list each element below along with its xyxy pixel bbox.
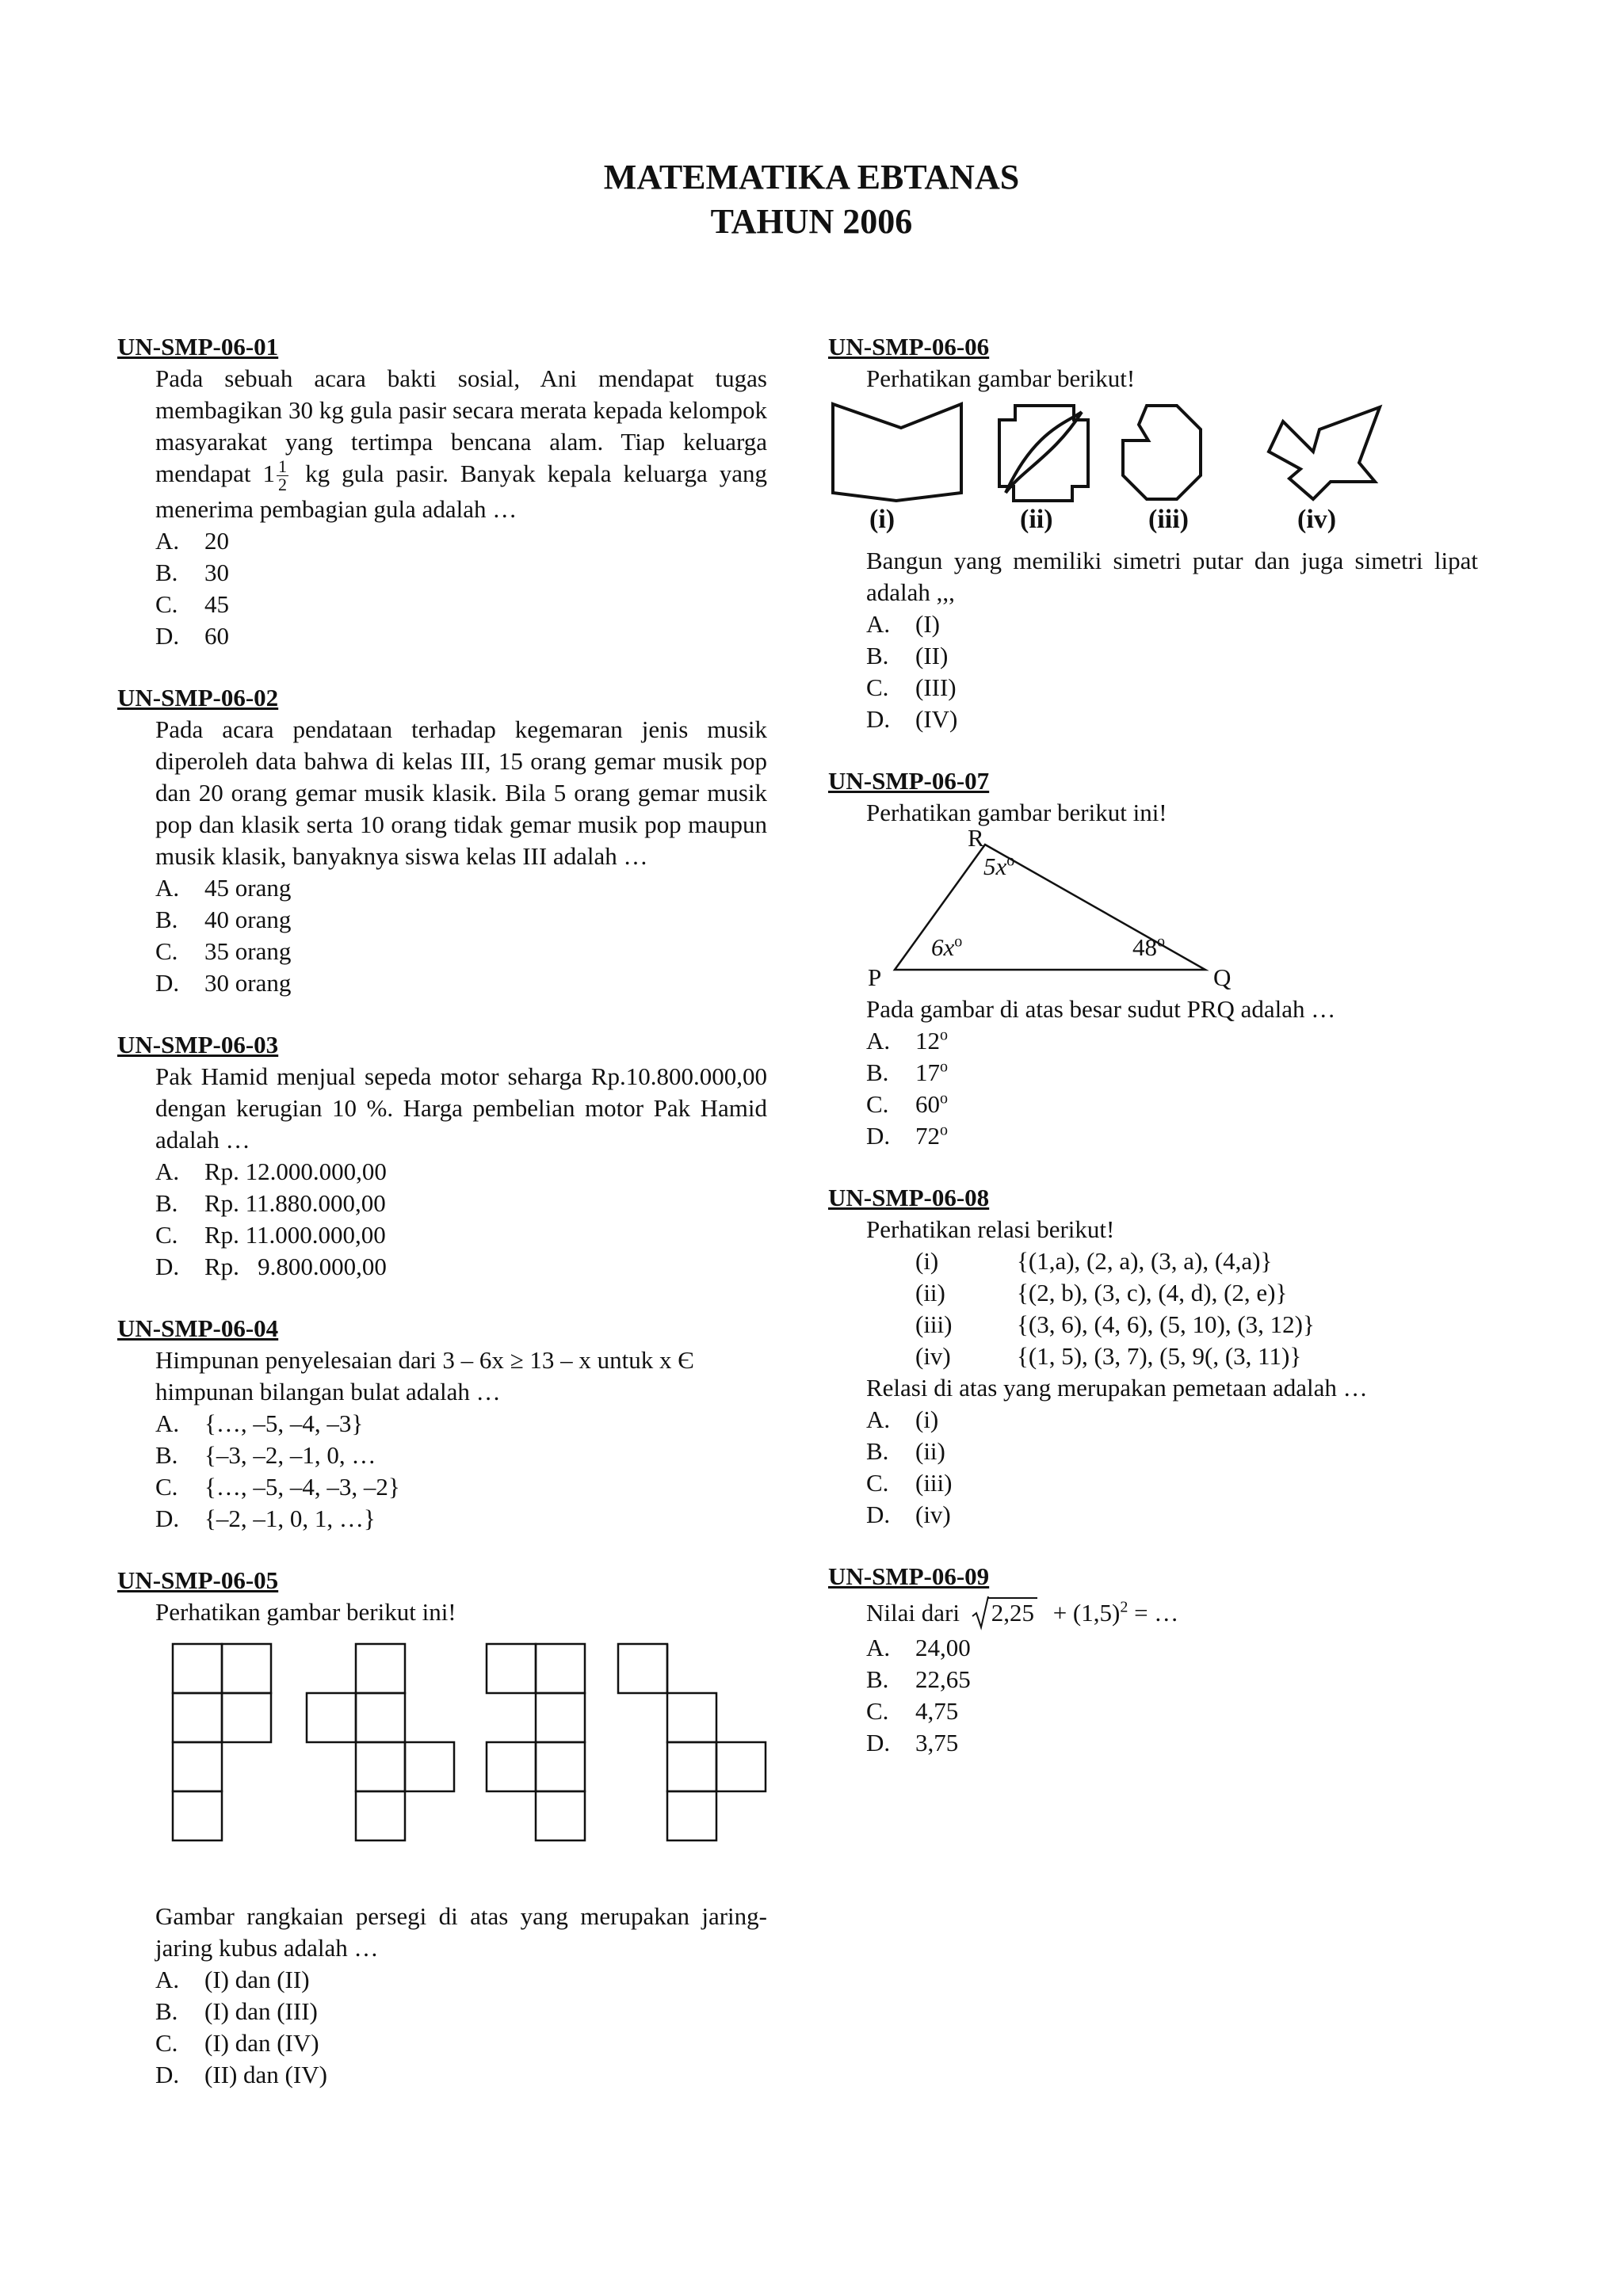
option-letter: C. [866,1090,889,1118]
shape-label-iv: (iv) [1297,505,1337,534]
shape-label-i: (i) [869,505,896,534]
option-letter: B. [155,1189,178,1218]
question-text-suffix: + (1,5) [1052,1599,1121,1627]
relation-number: (iv) [915,1342,951,1370]
option-b[interactable] [866,1664,1478,1695]
degree-sign: o [940,1058,948,1076]
question-2 [117,682,767,999]
question-id: UN-SMP-06-08 [828,1184,990,1211]
option-text [915,1057,948,1089]
question-intro: Perhatikan gambar berikut ini! [866,799,1167,826]
question-6 [828,331,1478,735]
option-value: 72 [915,1122,940,1150]
option-letter: D. [155,622,180,650]
cube-net-1 [173,1644,271,1840]
triangle-figure [828,824,1478,994]
option-letter: D. [155,969,180,997]
option-b[interactable] [155,1996,767,2027]
cube-net-4 [618,1644,766,1840]
option-b[interactable] [866,1057,1478,1089]
option-text: (i) [915,1405,939,1433]
option-c[interactable] [155,936,767,967]
option-a[interactable] [155,1156,767,1188]
option-letter: A. [155,1158,180,1186]
option-text: 45 [204,590,229,619]
option-letter: C. [866,1697,889,1725]
option-text: (iv) [915,1501,951,1528]
option-text: 30 [204,559,229,587]
option-text: Rp. 12.000.000,00 [204,1158,387,1186]
option-text: (ii) [915,1437,945,1465]
option-a[interactable] [866,608,1478,640]
question-9 [828,1561,1478,1759]
option-letter: A. [866,1405,891,1433]
option-c[interactable] [155,1471,767,1503]
option-letter: B. [155,1441,178,1470]
symmetry-figures [828,395,1478,545]
question-text [866,1597,1478,1629]
question-1 [117,331,767,652]
question-text: Pak Hamid menjual sepeda motor seharga Rp.10.800.000,00 dengan kerugian 10 %. Harga pembelian motor Pak Hamid adalah … [155,1062,767,1154]
option-d[interactable] [155,1251,767,1283]
option-letter: A. [155,527,180,555]
option-letter: C. [866,673,889,701]
option-text: (I) dan (III) [204,1997,318,2026]
degree-sign: o [1157,933,1165,951]
square-root [971,1597,1037,1629]
radical-sign-icon [971,1596,990,1630]
symmetry-shapes [828,399,1446,518]
option-letter: B. [866,1665,889,1693]
angle-value-p: 6x [931,933,955,961]
question-id: UN-SMP-06-07 [828,767,990,795]
option-c[interactable] [155,1219,767,1251]
option-text: {…, –5, –4, –3} [204,1409,364,1438]
option-letter: C. [155,1221,178,1249]
degree-sign: o [940,1121,948,1139]
option-c[interactable] [866,1695,1478,1727]
option-c[interactable] [866,1467,1478,1499]
question-text-part: Pada sebuah acara bakti sosial, Ani mendapat tugas membagikan 30 kg gula pasir secara merata kepada kelompok masyarakat yang tertimpa bencana alam. Tiap keluarga mendapat 1 [155,364,767,487]
option-text [915,1025,948,1057]
question-intro: Perhatikan relasi berikut! [866,1215,1115,1243]
option-b[interactable] [155,1440,767,1471]
fraction-one-half [277,458,288,494]
option-text: {–2, –1, 0, 1, …} [204,1505,376,1533]
option-letter: D. [155,1505,180,1533]
angle-label-q [1132,933,1165,962]
question-text: Himpunan penyelesaian dari 3 – 6x ≥ 13 – x untuk x Є himpunan bilangan bulat adalah … [155,1346,694,1406]
option-a[interactable] [155,1408,767,1440]
radicand: 2,25 [988,1597,1037,1627]
option-a[interactable] [155,525,767,557]
shape-label-ii: (ii) [1020,505,1053,534]
relation-iii [915,1309,1478,1341]
option-text: 40 orang [204,906,292,934]
option-a[interactable] [155,1964,767,1996]
option-letter: C. [155,937,178,966]
option-b[interactable] [155,1188,767,1219]
question-id: UN-SMP-06-03 [117,1031,279,1059]
option-text: 30 orang [204,969,292,997]
title-line-1: MATEMATIKA EBTANAS [603,158,1020,196]
option-letter: D. [155,2061,180,2089]
option-text: 20 [204,527,229,555]
question-id: UN-SMP-06-02 [117,684,279,712]
option-value: 17 [915,1058,940,1086]
question-text-end: = … [1134,1599,1179,1627]
option-letter: B. [866,1058,889,1086]
option-letter: D. [155,1253,180,1281]
question-text [155,363,767,525]
option-text: 4,75 [915,1697,959,1725]
option-text [915,1120,948,1152]
degree-sign: o [940,1026,948,1044]
option-letter: C. [866,1469,889,1497]
option-text: (II) dan (IV) [204,2061,327,2089]
question-5 [117,1565,767,2091]
question-intro: Perhatikan gambar berikut! [866,364,1136,392]
option-d[interactable] [866,1499,1478,1531]
relation-ii [915,1277,1478,1309]
question-text: Pada gambar di atas besar sudut PRQ adalah … [866,995,1336,1023]
vertex-label-p: P [868,963,882,991]
option-letter: A. [866,1634,891,1661]
option-text: 60 [204,622,229,650]
question-8 [828,1182,1478,1531]
relation-set: {(1, 5), (3, 7), (5, 9(, (3, 11)} [1017,1342,1302,1370]
option-letter: B. [155,1997,178,2026]
option-letter: A. [866,1027,891,1055]
question-text-part: kg gula pasir. Banyak kepala keluarga yang menerima pembagian gula adalah … [155,460,767,524]
relation-iv [915,1341,1478,1372]
option-text: {…, –5, –4, –3, –2} [204,1473,400,1501]
degree-sign: o [954,933,963,951]
option-text: 22,65 [915,1665,971,1693]
question-4 [117,1313,767,1535]
option-b[interactable] [155,557,767,589]
question-text: Relasi di atas yang merupakan pemetaan adalah … [866,1374,1368,1402]
option-c[interactable] [866,1089,1478,1120]
right-column [828,331,1478,1789]
angle-value-q: 48 [1132,933,1157,961]
relation-number: (iii) [915,1310,953,1338]
option-text: Rp. 11.000.000,00 [204,1221,386,1249]
option-b[interactable] [155,904,767,936]
relation-set: {(3, 6), (4, 6), (5, 10), (3, 12)} [1017,1310,1315,1338]
option-letter: B. [866,642,889,669]
relation-i [915,1245,1478,1277]
angle-label-r [983,852,1014,881]
relation-number: (ii) [915,1279,945,1306]
option-d[interactable] [155,967,767,999]
option-letter: A. [155,1966,180,1994]
option-value: 60 [915,1090,940,1118]
option-text: 45 orang [204,874,292,902]
left-column [117,331,767,2121]
question-text: Gambar rangkaian persegi di atas yang merupakan jaring-jaring kubus adalah … [155,1902,767,1962]
option-text: Rp. 9.800.000,00 [204,1253,387,1281]
option-text: 3,75 [915,1729,959,1756]
option-d[interactable] [155,1503,767,1535]
shape-ii [999,406,1088,501]
angle-label-p [931,933,962,962]
option-text: Rp. 11.880.000,00 [204,1189,386,1218]
angle-value-r: 5x [983,852,1007,880]
triangle-pqr [828,829,1304,987]
option-b[interactable] [866,640,1478,672]
option-letter: B. [155,906,178,934]
question-text: Pada acara pendataan terhadap kegemaran jenis musik diperoleh data bahwa di kelas III, 15 orang gemar musik pop dan 20 orang gemar musik klasik. Bila 5 orang gemar musik pop dan klasik serta 10 orang tidak gemar musik pop maupun musik klasik, banyaknya siswa kelas III adalah … [155,715,767,871]
shape-iii [1123,406,1201,499]
question-id: UN-SMP-06-05 [117,1566,279,1595]
option-text: 24,00 [915,1634,971,1661]
fraction-numerator: 1 [278,456,288,477]
option-text: (iii) [915,1469,953,1497]
option-value: 12 [915,1027,940,1055]
fraction-denominator: 2 [278,475,288,495]
option-text: 35 orang [204,937,292,966]
cube-nets-figure [155,1628,773,1874]
option-a[interactable] [866,1025,1478,1057]
question-id: UN-SMP-06-06 [828,333,990,360]
shape-label-iii: (iii) [1148,505,1189,534]
question-text: Bangun yang memiliki simetri putar dan juga simetri lipat adalah ,,, [866,547,1478,606]
question-id: UN-SMP-06-01 [117,333,279,360]
question-3 [117,1029,767,1283]
question-7 [828,765,1478,1152]
option-text: (I) dan (II) [204,1966,310,1994]
option-text: {–3, –2, –1, 0, … [204,1441,376,1470]
degree-sign: o [1006,852,1015,870]
relation-set: {(1,a), (2, a), (3, a), (4,a)} [1017,1247,1273,1275]
vertex-label-q: Q [1213,963,1232,991]
option-letter: A. [155,1409,180,1438]
page-title [0,155,1623,244]
option-d[interactable] [155,2059,767,2091]
option-letter: C. [155,590,178,619]
option-d[interactable] [866,1727,1478,1759]
shape-i [833,404,961,501]
exponent: 2 [1120,1598,1128,1616]
option-text [915,1089,948,1120]
option-d[interactable] [866,1120,1478,1152]
option-d[interactable] [155,620,767,652]
option-text: (III) [915,673,957,701]
option-text: (I) [915,610,940,638]
option-letter: C. [155,1473,178,1501]
option-a[interactable] [866,1404,1478,1436]
cube-net-3 [487,1644,585,1840]
option-letter: B. [155,559,178,587]
option-letter: D. [866,1122,891,1150]
option-d[interactable] [866,704,1478,735]
option-c[interactable] [866,672,1478,704]
question-id: UN-SMP-06-04 [117,1314,279,1343]
title-line-2: TAHUN 2006 [710,202,913,241]
option-a[interactable] [866,1632,1478,1664]
option-letter: A. [155,874,180,902]
option-text: (II) [915,642,949,669]
question-intro: Perhatikan gambar berikut ini! [155,1598,456,1627]
relation-set: {(2, b), (3, c), (4, d), (2, e)} [1017,1279,1288,1306]
question-id: UN-SMP-06-09 [828,1562,990,1590]
option-a[interactable] [155,872,767,904]
option-c[interactable] [155,2027,767,2059]
option-letter: D. [866,705,891,733]
option-letter: B. [866,1437,889,1465]
shape-labels [828,504,1446,536]
option-letter: C. [155,2029,178,2058]
option-b[interactable] [866,1436,1478,1467]
shape-iv [1269,407,1380,499]
option-letter: A. [866,610,891,638]
cube-net-2 [307,1644,454,1840]
option-letter: D. [866,1729,891,1756]
option-c[interactable] [155,589,767,620]
option-text: (IV) [915,705,958,733]
degree-sign: o [940,1089,948,1108]
vertex-label-r: R [968,824,984,852]
option-letter: D. [866,1501,891,1528]
option-text: (I) dan (IV) [204,2029,319,2058]
question-text-prefix: Nilai dari [866,1599,960,1627]
relation-number: (i) [915,1247,939,1275]
